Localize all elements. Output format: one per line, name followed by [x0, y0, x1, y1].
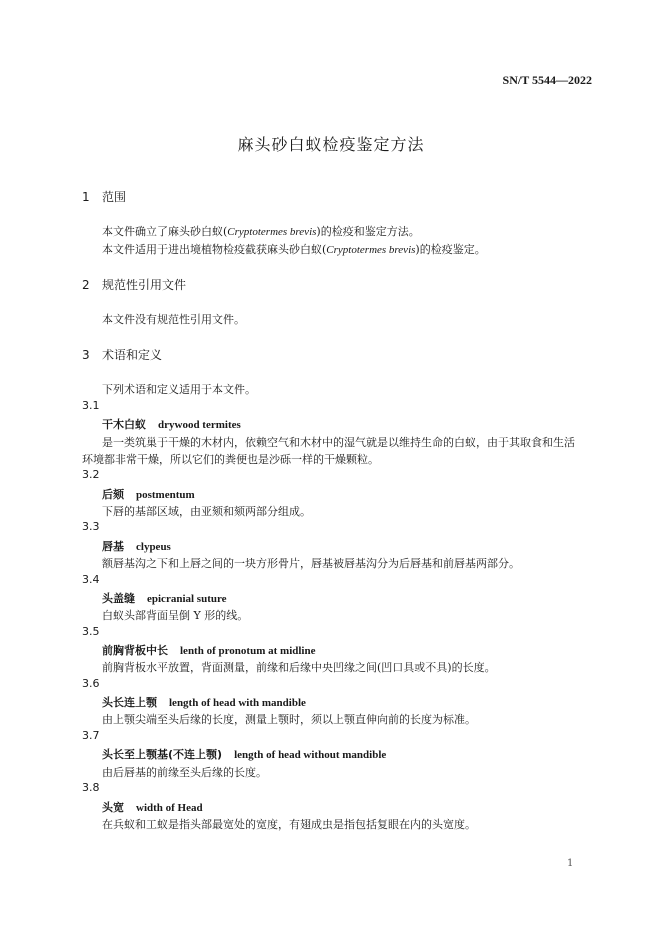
term-heading: 后颏 postmentum	[102, 488, 195, 501]
paragraph: 本文件没有规范性引用文件。	[102, 313, 245, 326]
term-definition: 在兵蚁和工蚁是指头部最宽处的宽度，有翅成虫是指包括复眼在内的头宽度。	[102, 818, 476, 831]
page-number: 1	[567, 858, 574, 869]
section-2-heading	[82, 276, 186, 293]
term-definition: 由后唇基的前缘至头后缘的长度。	[102, 766, 267, 779]
term-definition: 前胸背板水平放置，背面测量，前缘和后缘中央凹缘之间(凹口具或不具)的长度。	[102, 661, 496, 674]
section-title: 规范性引用文件	[102, 278, 187, 292]
term-heading: 头盖缝 epicranial suture	[102, 592, 227, 605]
term-heading: 头宽 width of Head	[102, 801, 203, 814]
term-heading: 唇基 clypeus	[102, 540, 171, 553]
paragraph: 下列术语和定义适用于本文件。	[102, 383, 256, 396]
term-definition: 额唇基沟之下和上唇之间的一块方形骨片，唇基被唇基沟分为后唇基和前唇基两部分。	[102, 557, 520, 570]
term-number: 3.6	[82, 677, 100, 690]
document-title: 麻头砂白蚁检疫鉴定方法	[237, 135, 425, 154]
term-number: 3.2	[82, 468, 100, 481]
term-heading: 前胸背板中长 lenth of pronotum at midline	[102, 644, 316, 657]
term-number: 3.4	[82, 573, 100, 586]
paragraph: 本文件适用于进出境植物检疫截获麻头砂白蚁(Cryptotermes brevis)的检疫鉴定。	[102, 243, 486, 256]
term-number: 3.8	[82, 781, 100, 794]
section-3-heading	[82, 346, 162, 363]
term-number: 3.7	[82, 729, 100, 742]
term-definition-continued: 环境都非常干燥，所以它们的粪便也是沙砾一样的干燥颗粒。	[82, 453, 379, 466]
section-1-heading	[82, 188, 126, 205]
term-number: 3.5	[82, 625, 100, 638]
term-heading: 头长连上颚 length of head with mandible	[102, 696, 306, 709]
section-number: 3	[82, 348, 90, 362]
term-definition: 下唇的基部区域，由亚颏和颏两部分组成。	[102, 505, 311, 518]
section-number: 1	[82, 190, 90, 204]
term-heading: 干木白蚁 drywood termites	[102, 418, 241, 431]
term-definition: 由上颚尖端至头后缘的长度，测量上颚时，须以上颚直伸向前的长度为标准。	[102, 713, 476, 726]
standard-code: SN/T 5544—2022	[502, 73, 592, 87]
term-definition: 是一类筑巢于干燥的木材内，依赖空气和木材中的湿气就是以维持生命的白蚁，由于其取食和生活	[102, 436, 575, 449]
section-title: 范围	[102, 190, 127, 204]
term-number: 3.1	[82, 399, 100, 412]
term-definition: 白蚁头部背面呈倒 Y 形的线。	[102, 609, 249, 622]
term-heading: 头长至上颚基(不连上颚) length of head without mandible	[102, 748, 387, 761]
term-number: 3.3	[82, 520, 100, 533]
section-title: 术语和定义	[102, 348, 163, 362]
paragraph: 本文件确立了麻头砂白蚁(Cryptotermes brevis)的检疫和鉴定方法。	[102, 225, 420, 238]
section-number: 2	[82, 278, 90, 292]
